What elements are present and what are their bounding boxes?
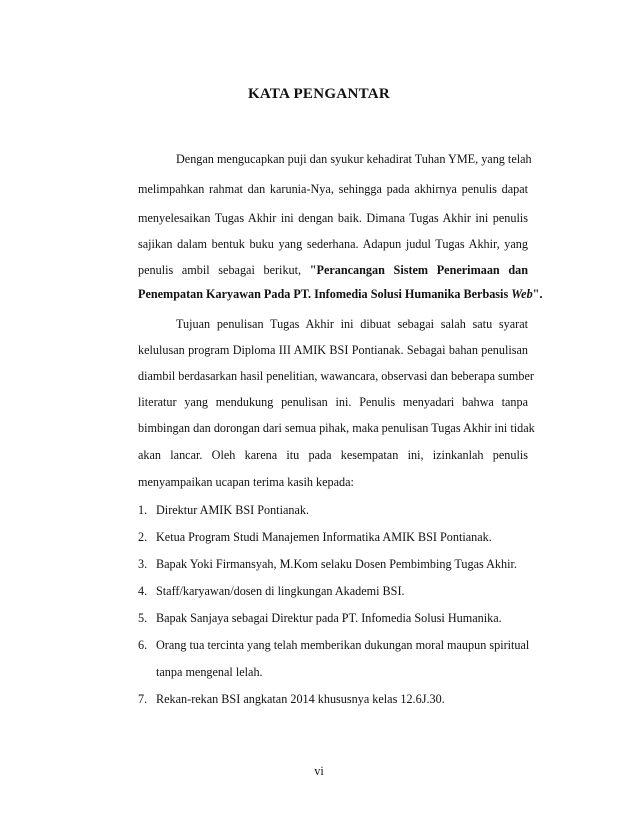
paragraph-1-line-4: sajikan dalam bentuk buku yang sederhana. Adapun judul Tugas Akhir, yang — [138, 237, 528, 251]
list-item: Rekan-rekan BSI angkatan 2014 khususnya kelas 12.6J.30. — [156, 692, 445, 706]
list-item-number: 6. — [138, 638, 148, 652]
paragraph-1-line-3: menyelesaikan Tugas Akhir ini dengan baik. Dimana Tugas Akhir ini penulis — [138, 211, 528, 225]
paragraph-2-line-7: menyampaikan ucapan terima kasih kepada: — [138, 475, 354, 489]
paragraph-2-line-4: literatur yang mendukung penulisan ini. Penulis menyadari bahwa tanpa — [138, 395, 528, 409]
thesis-title-part-1: "Perancangan Sistem Penerimaan dan — [309, 263, 529, 277]
thesis-title-web: Web — [511, 287, 533, 301]
list-item: Staff/karyawan/dosen di lingkungan Akademi BSI. — [156, 584, 405, 598]
list-item-number: 2. — [138, 530, 148, 544]
paragraph-2-line-6: akan lancar. Oleh karena itu pada kesempatan ini, izinkanlah penulis — [138, 448, 528, 462]
list-item: Orang tua tercinta yang telah memberikan dukungan moral maupun spiritual — [156, 638, 530, 652]
thesis-title-end: ". — [532, 287, 543, 301]
paragraph-2-line-1: Tujuan penulisan Tugas Akhir ini dibuat sebagai salah satu syarat — [176, 317, 528, 331]
list-item-number: 7. — [138, 692, 148, 706]
list-item: Direktur AMIK BSI Pontianak. — [156, 503, 310, 517]
paragraph-1-line-5-text: penulis ambil sebagai berikut, — [138, 263, 302, 277]
page-title: KATA PENGANTAR — [247, 86, 391, 102]
thesis-title-part-2: Penempatan Karyawan Pada PT. Infomedia Solusi Humanika Berbasis — [138, 287, 509, 301]
paragraph-2-line-3: diambil berdasarkan hasil penelitian, wawancara, observasi dan beberapa sumber — [138, 369, 534, 383]
paragraph-2-line-2: kelulusan program Diploma III AMIK BSI Pontianak. Sebagai bahan penulisan — [138, 343, 528, 357]
page-number: vi — [314, 764, 324, 778]
list-item-number: 1. — [138, 503, 148, 517]
list-item: Ketua Program Studi Manajemen Informatika AMIK BSI Pontianak. — [156, 530, 492, 544]
list-item-number: 4. — [138, 584, 148, 598]
paragraph-1-line-1: Dengan mengucapkan puji dan syukur kehadirat Tuhan YME, yang telah — [176, 152, 532, 166]
paragraph-1-line-2: melimpahkan rahmat dan karunia-Nya, sehingga pada akhirnya penulis dapat — [138, 182, 528, 196]
paragraph-1-line-6 — [138, 286, 543, 302]
list-item: Bapak Yoki Firmansyah, M.Kom selaku Dosen Pembimbing Tugas Akhir. — [156, 557, 517, 571]
paragraph-2-line-5: bimbingan dan dorongan dari semua pihak, maka penulisan Tugas Akhir ini tidak — [138, 421, 535, 435]
list-item: Bapak Sanjaya sebagai Direktur pada PT. Infomedia Solusi Humanika. — [156, 611, 502, 625]
list-item-number: 5. — [138, 611, 148, 625]
list-item-continuation: tanpa mengenal lelah. — [156, 665, 263, 679]
paragraph-1-line-5 — [138, 262, 528, 278]
list-item-number: 3. — [138, 557, 148, 571]
